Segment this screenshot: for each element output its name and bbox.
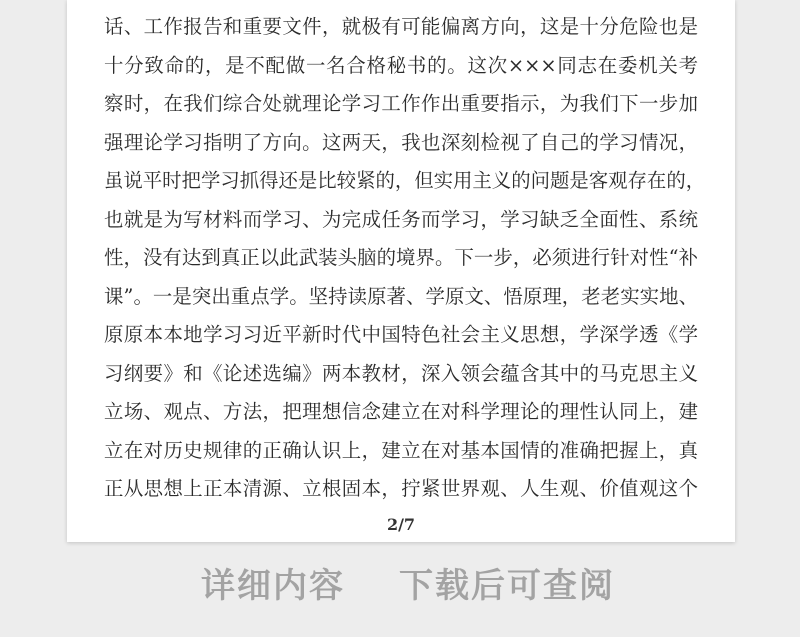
text-line: 十分致命的，是不配做一名合格秘书的。这次×××同志在委机关考	[104, 53, 698, 77]
text-line: 立场、观点、方法，把理想信念建立在对科学理论的理性认同上，建	[104, 400, 698, 423]
text-line: 察时，在我们综合处就理论学习工作作出重要指示，为我们下一步加	[104, 92, 698, 115]
download-prompt[interactable]	[0, 558, 800, 608]
text-line: 正从思想上正本清源、立根固本，拧紧世界观、人生观、价值观这个	[104, 477, 698, 500]
text-line: 强理论学习指明了方向。这两天，我也深刻检视了自己的学习情况，	[104, 130, 698, 154]
text-line: 虽说平时把学习抓得还是比较紧的，但实用主义的问题是客观存在的，	[104, 169, 706, 192]
text-line: 性，没有达到真正以此武装头脑的境界。下一步，必须进行针对性“补	[104, 246, 698, 269]
text-line: 习纲要》和《论述选编》两本教材，深入领会蕴含其中的马克思主义	[104, 361, 698, 385]
document-page	[67, 0, 735, 542]
text-line: 也就是为写材料而学习、为完成任务而学习，学习缺乏全面性、系统	[104, 207, 698, 231]
text-line: 课”。一是突出重点学。坚持读原著、学原文、悟原理，老老实实地、	[104, 284, 698, 308]
text-line: 原原本本地学习习近平新时代中国特色社会主义思想，学深学透《学	[104, 323, 698, 346]
text-line: 话、工作报告和重要文件，就极有可能偏离方向，这是十分危险也是	[104, 15, 698, 38]
text-line: 立在对历史规律的正确认识上，建立在对基本国情的准确把握上，真	[104, 438, 698, 462]
download-to-view-label[interactable]: 下载后可查阅	[399, 566, 615, 606]
document-body	[104, 8, 706, 509]
details-label[interactable]: 详细内容	[201, 566, 345, 606]
page-number: 2/7	[386, 515, 416, 534]
